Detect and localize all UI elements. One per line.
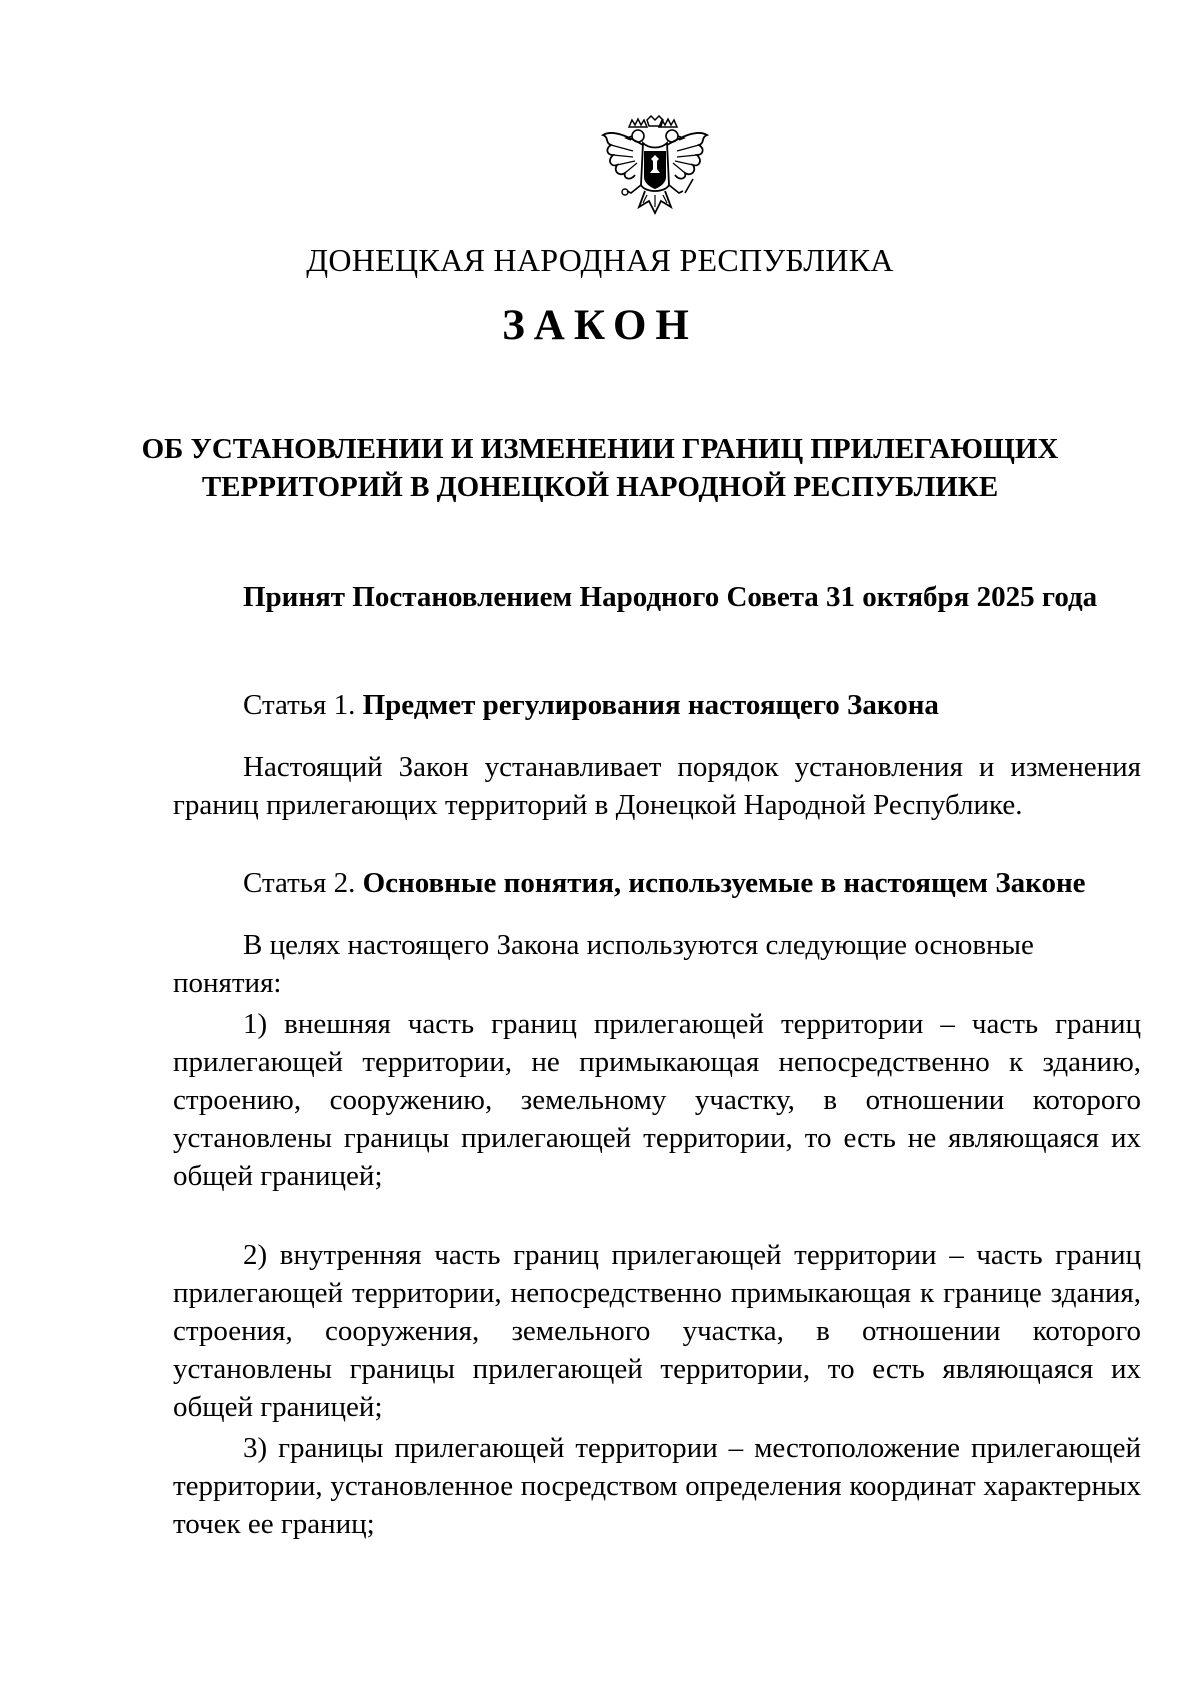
article-1-heading: [243, 686, 939, 724]
article-2-label: Статья 2.: [243, 867, 356, 899]
definition-item-1: 1) внешняя часть границ прилегающей территории – часть границ прилегающей территории, не примыкающая непосредственно к зданию, строению, сооружению, земельному участку, в отношении которого установлены границы прилегающей территории, то есть не являющаяся их общей границей;: [173, 1008, 1141, 1192]
law-title-line-1: ОБ УСТАНОВЛЕНИИ И ИЗМЕНЕНИИ ГРАНИЦ ПРИЛЕГАЮЩИХ: [141, 433, 1059, 465]
article-2-title: Основные понятия, используемые в настоящем Законе: [362, 867, 1086, 899]
state-name-heading: ДОНЕЦКАЯ НАРОДНАЯ РЕСПУБЛИКА: [306, 242, 894, 278]
adoption-statement: Принят Постановлением Народного Совета 31 октября 2025 года: [243, 581, 1098, 613]
article-2-heading: [243, 864, 1086, 902]
document-type-heading: ЗАКОН: [502, 302, 698, 349]
definition-item-3: 3) границы прилегающей территории – местоположение прилегающей территории, установленное посредством определения координат характерных точек ее границ;: [173, 1432, 1141, 1540]
article-1-title: Предмет регулирования настоящего Закона: [362, 689, 939, 721]
law-title: [130, 430, 1070, 506]
article-1-label: Статья 1.: [243, 689, 356, 721]
article-1-text: Настоящий Закон устанавливает порядок установления и изменения границ прилегающих территорий в Донецкой Народной Республике.: [173, 751, 1141, 821]
law-title-line-2: ТЕРРИТОРИЙ В ДОНЕЦКОЙ НАРОДНОЙ РЕСПУБЛИКЕ: [201, 471, 999, 503]
article-2-intro: В целях настоящего Закона используются следующие основные понятия:: [173, 929, 1034, 999]
definition-item-2: 2) внутренняя часть границ прилегающей территории – часть границ прилегающей территории, непосредственно примыкающая к границе здания, строения, сооружения, земельного участка, в отношении которого установлены границы прилегающей территории, то есть являющаяся их общей границей;: [173, 1239, 1141, 1423]
coat-of-arms-icon: [599, 115, 711, 220]
